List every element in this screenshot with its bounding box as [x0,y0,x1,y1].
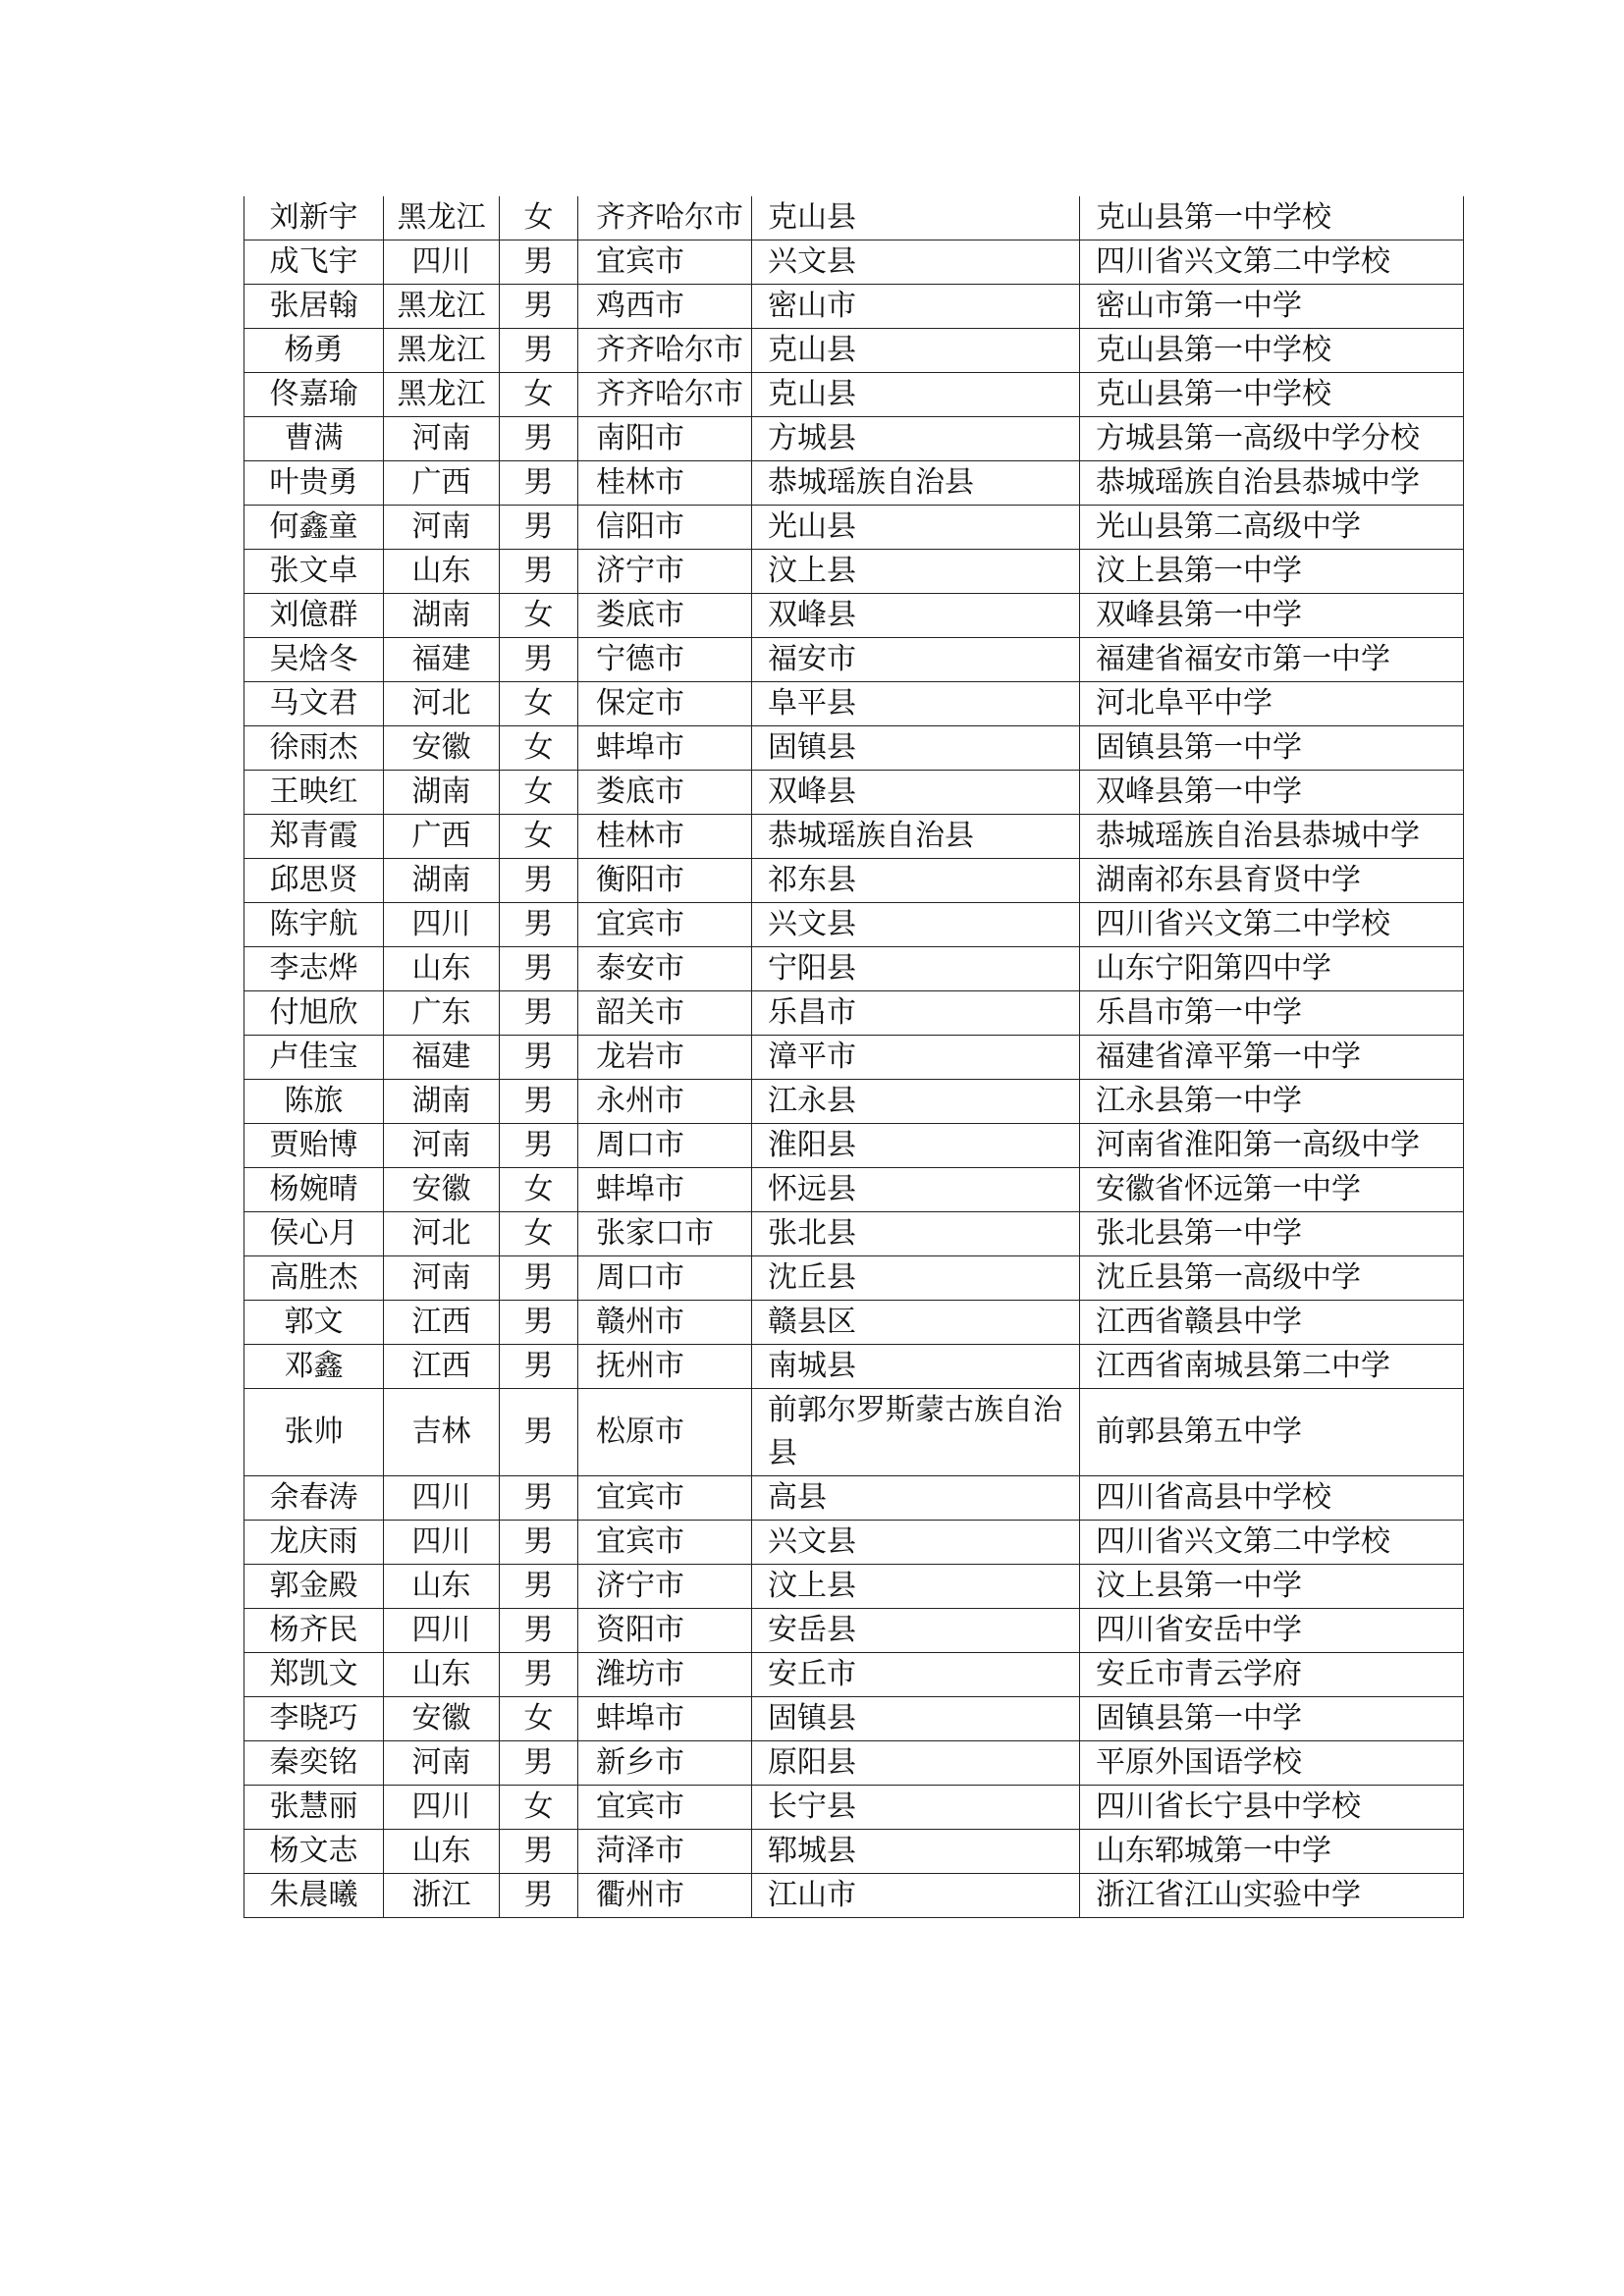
county-cell: 密山市 [752,285,1080,329]
gender-cell: 男 [500,1653,578,1697]
province-cell: 安徽 [384,726,500,771]
city-cell: 蚌埠市 [578,1697,752,1741]
table-row [244,1256,1464,1301]
city-cell: 张家口市 [578,1212,752,1256]
name-cell: 卢佳宝 [244,1036,384,1080]
name-cell: 吴焓冬 [244,638,384,682]
province-cell: 山东 [384,947,500,991]
county-cell: 原阳县 [752,1741,1080,1786]
county-cell: 淮阳县 [752,1124,1080,1168]
name-cell: 郭金殿 [244,1565,384,1609]
county-cell: 郓城县 [752,1830,1080,1874]
name-cell: 张文卓 [244,550,384,594]
gender-cell: 女 [500,373,578,417]
province-cell: 广西 [384,461,500,506]
county-cell: 汶上县 [752,1565,1080,1609]
county-cell: 高县 [752,1476,1080,1521]
table-row [244,1476,1464,1521]
city-cell: 赣州市 [578,1301,752,1345]
city-cell: 保定市 [578,682,752,726]
province-cell: 黑龙江 [384,373,500,417]
city-cell: 新乡市 [578,1741,752,1786]
province-cell: 湖南 [384,771,500,815]
gender-cell: 男 [500,1521,578,1565]
table-row [244,1565,1464,1609]
name-cell: 高胜杰 [244,1256,384,1301]
gender-cell: 男 [500,1874,578,1918]
gender-cell: 男 [500,859,578,903]
province-cell: 湖南 [384,1080,500,1124]
county-cell: 沈丘县 [752,1256,1080,1301]
name-cell: 龙庆雨 [244,1521,384,1565]
county-cell: 汶上县 [752,550,1080,594]
gender-cell: 男 [500,1080,578,1124]
name-cell: 郑青霞 [244,815,384,859]
table-row [244,1124,1464,1168]
table-row [244,947,1464,991]
city-cell: 菏泽市 [578,1830,752,1874]
school-cell: 恭城瑶族自治县恭城中学 [1080,461,1464,506]
school-cell: 沈丘县第一高级中学 [1080,1256,1464,1301]
county-cell: 怀远县 [752,1168,1080,1212]
table-row [244,1080,1464,1124]
school-cell: 安丘市青云学府 [1080,1653,1464,1697]
table-row [244,682,1464,726]
gender-cell: 男 [500,1124,578,1168]
city-cell: 娄底市 [578,594,752,638]
province-cell: 江西 [384,1345,500,1389]
school-cell: 乐昌市第一中学 [1080,991,1464,1036]
gender-cell: 男 [500,1609,578,1653]
name-cell: 张帅 [244,1389,384,1476]
gender-cell: 女 [500,771,578,815]
school-cell: 湖南祁东县育贤中学 [1080,859,1464,903]
city-cell: 宜宾市 [578,240,752,285]
city-cell: 衢州市 [578,1874,752,1918]
name-cell: 郭文 [244,1301,384,1345]
table-row [244,1212,1464,1256]
province-cell: 河南 [384,1124,500,1168]
table-row [244,461,1464,506]
gender-cell: 女 [500,1786,578,1830]
gender-cell: 男 [500,1830,578,1874]
province-cell: 四川 [384,903,500,947]
city-cell: 宁德市 [578,638,752,682]
gender-cell: 女 [500,815,578,859]
table-row [244,1741,1464,1786]
county-cell: 漳平市 [752,1036,1080,1080]
gender-cell: 男 [500,638,578,682]
city-cell: 蚌埠市 [578,726,752,771]
table-row [244,417,1464,461]
table-row [244,1874,1464,1918]
city-cell: 宜宾市 [578,903,752,947]
school-cell: 浙江省江山实验中学 [1080,1874,1464,1918]
student-table [244,196,1464,1918]
city-cell: 桂林市 [578,815,752,859]
table-row [244,240,1464,285]
province-cell: 山东 [384,1565,500,1609]
name-cell: 杨婉晴 [244,1168,384,1212]
city-cell: 周口市 [578,1256,752,1301]
name-cell: 侯心月 [244,1212,384,1256]
county-cell: 双峰县 [752,594,1080,638]
county-cell: 兴文县 [752,240,1080,285]
school-cell: 克山县第一中学校 [1080,196,1464,240]
name-cell: 秦奕铭 [244,1741,384,1786]
county-cell: 福安市 [752,638,1080,682]
school-cell: 江西省南城县第二中学 [1080,1345,1464,1389]
county-cell: 前郭尔罗斯蒙古族自治县 [752,1389,1080,1476]
table-row [244,1389,1464,1476]
province-cell: 河南 [384,417,500,461]
gender-cell: 女 [500,1168,578,1212]
table-row [244,550,1464,594]
school-cell: 四川省安岳中学 [1080,1609,1464,1653]
gender-cell: 女 [500,726,578,771]
city-cell: 龙岩市 [578,1036,752,1080]
school-cell: 四川省长宁县中学校 [1080,1786,1464,1830]
province-cell: 山东 [384,550,500,594]
name-cell: 李志烨 [244,947,384,991]
school-cell: 山东郓城第一中学 [1080,1830,1464,1874]
county-cell: 克山县 [752,329,1080,373]
school-cell: 四川省兴文第二中学校 [1080,240,1464,285]
table-row [244,859,1464,903]
school-cell: 光山县第二高级中学 [1080,506,1464,550]
school-cell: 四川省兴文第二中学校 [1080,1521,1464,1565]
province-cell: 四川 [384,1786,500,1830]
school-cell: 四川省高县中学校 [1080,1476,1464,1521]
city-cell: 松原市 [578,1389,752,1476]
school-cell: 河南省淮阳第一高级中学 [1080,1124,1464,1168]
school-cell: 双峰县第一中学 [1080,771,1464,815]
gender-cell: 男 [500,1476,578,1521]
name-cell: 付旭欣 [244,991,384,1036]
county-cell: 安丘市 [752,1653,1080,1697]
gender-cell: 男 [500,1565,578,1609]
city-cell: 泰安市 [578,947,752,991]
county-cell: 兴文县 [752,903,1080,947]
name-cell: 叶贵勇 [244,461,384,506]
name-cell: 马文君 [244,682,384,726]
name-cell: 何鑫童 [244,506,384,550]
city-cell: 信阳市 [578,506,752,550]
gender-cell: 男 [500,1345,578,1389]
gender-cell: 男 [500,461,578,506]
county-cell: 赣县区 [752,1301,1080,1345]
province-cell: 广西 [384,815,500,859]
school-cell: 固镇县第一中学 [1080,726,1464,771]
city-cell: 济宁市 [578,550,752,594]
table-row [244,594,1464,638]
school-cell: 江永县第一中学 [1080,1080,1464,1124]
table-row [244,903,1464,947]
county-cell: 宁阳县 [752,947,1080,991]
city-cell: 宜宾市 [578,1786,752,1830]
table-row [244,1036,1464,1080]
province-cell: 黑龙江 [384,329,500,373]
province-cell: 福建 [384,1036,500,1080]
school-cell: 福建省漳平第一中学 [1080,1036,1464,1080]
city-cell: 蚌埠市 [578,1168,752,1212]
city-cell: 宜宾市 [578,1521,752,1565]
city-cell: 齐齐哈尔市 [578,329,752,373]
county-cell: 兴文县 [752,1521,1080,1565]
province-cell: 山东 [384,1830,500,1874]
county-cell: 光山县 [752,506,1080,550]
city-cell: 南阳市 [578,417,752,461]
county-cell: 方城县 [752,417,1080,461]
gender-cell: 男 [500,1256,578,1301]
county-cell: 长宁县 [752,1786,1080,1830]
table-row [244,1609,1464,1653]
gender-cell: 男 [500,1389,578,1476]
province-cell: 四川 [384,1609,500,1653]
gender-cell: 男 [500,329,578,373]
province-cell: 安徽 [384,1697,500,1741]
name-cell: 朱晨曦 [244,1874,384,1918]
province-cell: 河南 [384,1256,500,1301]
name-cell: 邱思贤 [244,859,384,903]
school-cell: 汶上县第一中学 [1080,550,1464,594]
city-cell: 桂林市 [578,461,752,506]
table-row [244,726,1464,771]
county-cell: 阜平县 [752,682,1080,726]
county-cell: 南城县 [752,1345,1080,1389]
name-cell: 张慧丽 [244,1786,384,1830]
school-cell: 方城县第一高级中学分校 [1080,417,1464,461]
table-row [244,329,1464,373]
school-cell: 四川省兴文第二中学校 [1080,903,1464,947]
gender-cell: 男 [500,550,578,594]
name-cell: 陈宇航 [244,903,384,947]
name-cell: 成飞宇 [244,240,384,285]
city-cell: 抚州市 [578,1345,752,1389]
school-cell: 山东宁阳第四中学 [1080,947,1464,991]
county-cell: 固镇县 [752,726,1080,771]
name-cell: 邓鑫 [244,1345,384,1389]
school-cell: 克山县第一中学校 [1080,373,1464,417]
name-cell: 张居翰 [244,285,384,329]
table-row [244,1521,1464,1565]
city-cell: 资阳市 [578,1609,752,1653]
county-cell: 克山县 [752,196,1080,240]
city-cell: 潍坊市 [578,1653,752,1697]
school-cell: 平原外国语学校 [1080,1741,1464,1786]
table-row [244,638,1464,682]
school-cell: 福建省福安市第一中学 [1080,638,1464,682]
province-cell: 山东 [384,1653,500,1697]
name-cell: 刘新宇 [244,196,384,240]
gender-cell: 男 [500,506,578,550]
gender-cell: 女 [500,682,578,726]
table-row [244,1697,1464,1741]
province-cell: 河南 [384,506,500,550]
city-cell: 济宁市 [578,1565,752,1609]
city-cell: 齐齐哈尔市 [578,196,752,240]
county-cell: 克山县 [752,373,1080,417]
table-row [244,506,1464,550]
table-row [244,373,1464,417]
school-cell: 恭城瑶族自治县恭城中学 [1080,815,1464,859]
county-cell: 固镇县 [752,1697,1080,1741]
table-row [244,1653,1464,1697]
county-cell: 江山市 [752,1874,1080,1918]
county-cell: 乐昌市 [752,991,1080,1036]
name-cell: 杨齐民 [244,1609,384,1653]
name-cell: 佟嘉瑜 [244,373,384,417]
gender-cell: 男 [500,1036,578,1080]
table-row [244,1830,1464,1874]
city-cell: 永州市 [578,1080,752,1124]
gender-cell: 男 [500,417,578,461]
gender-cell: 男 [500,947,578,991]
gender-cell: 男 [500,1741,578,1786]
school-cell: 克山县第一中学校 [1080,329,1464,373]
province-cell: 黑龙江 [384,285,500,329]
school-cell: 密山市第一中学 [1080,285,1464,329]
city-cell: 宜宾市 [578,1476,752,1521]
name-cell: 贾贻博 [244,1124,384,1168]
county-cell: 恭城瑶族自治县 [752,461,1080,506]
school-cell: 张北县第一中学 [1080,1212,1464,1256]
province-cell: 广东 [384,991,500,1036]
county-cell: 双峰县 [752,771,1080,815]
table-row [244,1345,1464,1389]
city-cell: 娄底市 [578,771,752,815]
province-cell: 河北 [384,1212,500,1256]
gender-cell: 男 [500,991,578,1036]
table-row [244,1786,1464,1830]
province-cell: 四川 [384,240,500,285]
name-cell: 李晓巧 [244,1697,384,1741]
school-cell: 固镇县第一中学 [1080,1697,1464,1741]
city-cell: 齐齐哈尔市 [578,373,752,417]
school-cell: 双峰县第一中学 [1080,594,1464,638]
province-cell: 湖南 [384,859,500,903]
county-cell: 张北县 [752,1212,1080,1256]
gender-cell: 女 [500,1697,578,1741]
gender-cell: 男 [500,285,578,329]
county-cell: 江永县 [752,1080,1080,1124]
school-cell: 江西省赣县中学 [1080,1301,1464,1345]
province-cell: 浙江 [384,1874,500,1918]
province-cell: 黑龙江 [384,196,500,240]
name-cell: 杨勇 [244,329,384,373]
gender-cell: 男 [500,903,578,947]
province-cell: 安徽 [384,1168,500,1212]
province-cell: 吉林 [384,1389,500,1476]
table-row [244,771,1464,815]
name-cell: 余春涛 [244,1476,384,1521]
gender-cell: 男 [500,1301,578,1345]
name-cell: 杨文志 [244,1830,384,1874]
name-cell: 徐雨杰 [244,726,384,771]
school-cell: 前郭县第五中学 [1080,1389,1464,1476]
province-cell: 河南 [384,1741,500,1786]
student-table-body [244,196,1464,1918]
table-row [244,991,1464,1036]
gender-cell: 女 [500,594,578,638]
name-cell: 王映红 [244,771,384,815]
province-cell: 湖南 [384,594,500,638]
school-cell: 河北阜平中学 [1080,682,1464,726]
city-cell: 衡阳市 [578,859,752,903]
table-row [244,1301,1464,1345]
school-cell: 安徽省怀远第一中学 [1080,1168,1464,1212]
county-cell: 安岳县 [752,1609,1080,1653]
gender-cell: 女 [500,1212,578,1256]
gender-cell: 女 [500,196,578,240]
province-cell: 四川 [384,1521,500,1565]
name-cell: 曹满 [244,417,384,461]
province-cell: 四川 [384,1476,500,1521]
table-row [244,196,1464,240]
table-row [244,815,1464,859]
county-cell: 恭城瑶族自治县 [752,815,1080,859]
name-cell: 郑凯文 [244,1653,384,1697]
city-cell: 韶关市 [578,991,752,1036]
province-cell: 福建 [384,638,500,682]
city-cell: 周口市 [578,1124,752,1168]
gender-cell: 男 [500,240,578,285]
name-cell: 陈旅 [244,1080,384,1124]
table-row [244,1168,1464,1212]
name-cell: 刘億群 [244,594,384,638]
province-cell: 江西 [384,1301,500,1345]
county-cell: 祁东县 [752,859,1080,903]
table-row [244,285,1464,329]
school-cell: 汶上县第一中学 [1080,1565,1464,1609]
city-cell: 鸡西市 [578,285,752,329]
province-cell: 河北 [384,682,500,726]
